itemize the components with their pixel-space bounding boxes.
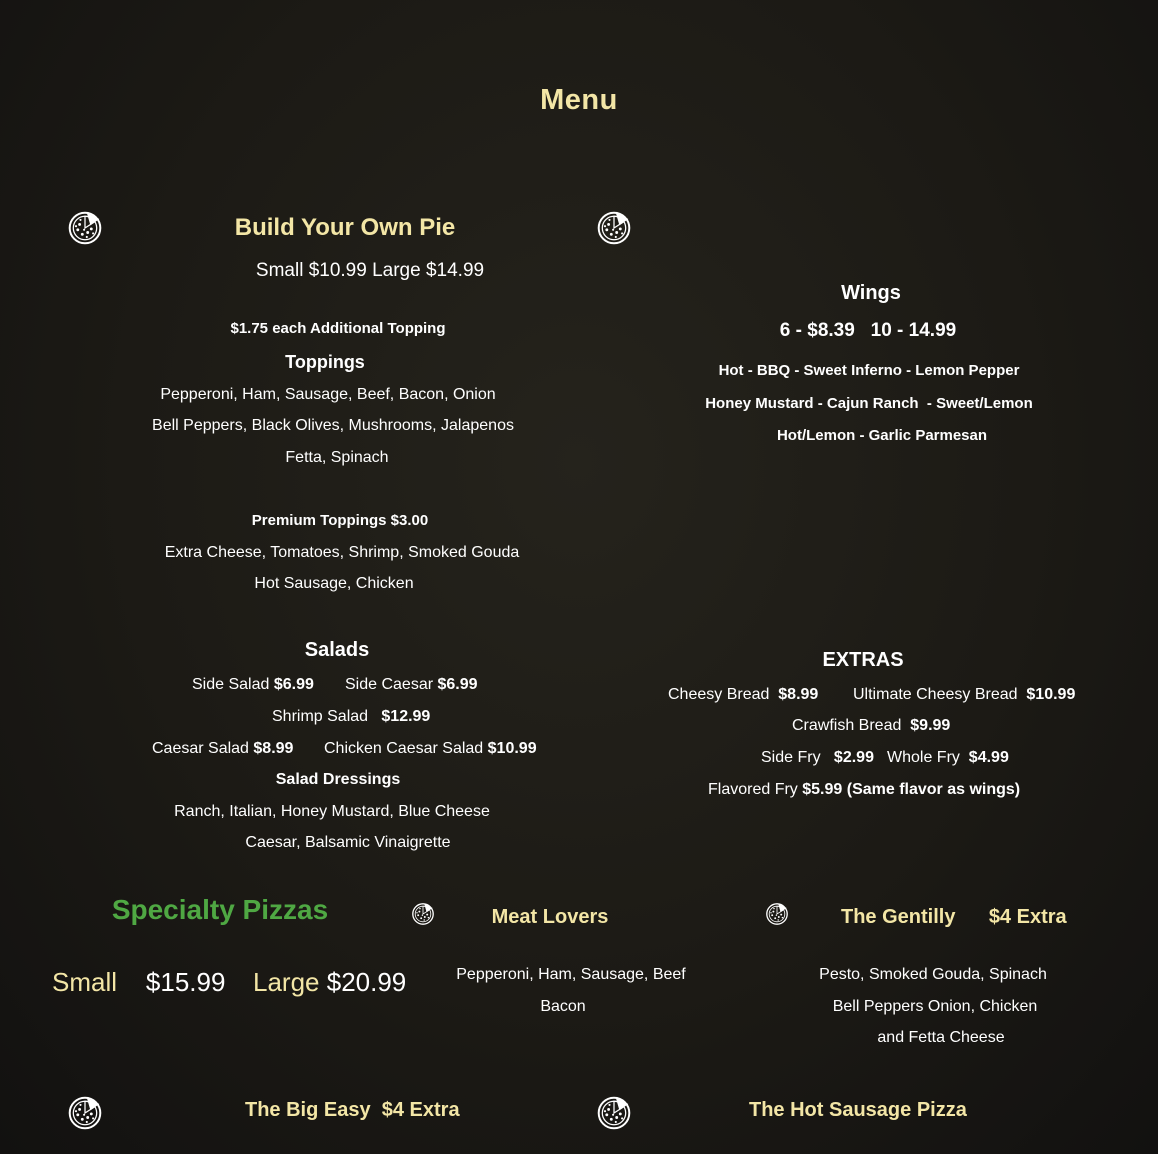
big-easy-name: The Big Easy	[245, 1099, 371, 1121]
ultimate-cheesy-item	[853, 686, 1075, 704]
whole-fry-price: $4.99	[968, 749, 1009, 766]
side-caesar-label: Side Caesar	[345, 676, 434, 693]
meat-lovers-title: Meat Lovers	[491, 906, 609, 928]
chicken-caesar-price: $10.99	[487, 740, 537, 757]
shrimp-salad-price: $12.99	[381, 708, 431, 725]
gentilly-name: The Gentilly	[841, 906, 956, 928]
whole-fry-item	[887, 749, 1009, 767]
caesar-salad-label: Caesar Salad	[152, 740, 249, 757]
premium-toppings-line: Hot Sausage, Chicken	[254, 575, 414, 592]
toppings-line: Bell Peppers, Black Olives, Mushrooms, Jalapenos	[152, 417, 514, 434]
gentilly-line: Bell Peppers Onion, Chicken	[832, 998, 1038, 1015]
gentilly-line: and Fetta Cheese	[877, 1029, 1005, 1046]
meat-lovers-line: Pepperoni, Ham, Sausage, Beef	[456, 966, 686, 983]
flavored-fry-price: $5.99 (Same flavor as wings)	[802, 781, 1021, 798]
specialty-pizzas-title: Specialty Pizzas	[111, 894, 329, 925]
big-easy-title	[245, 1099, 460, 1122]
salads-title: Salads	[304, 639, 370, 661]
build-your-own-prices: Small $10.99 Large $14.99	[255, 260, 485, 281]
salad-dressings-line: Ranch, Italian, Honey Mustard, Blue Cheese	[174, 803, 490, 820]
small-price: $15.99	[145, 967, 226, 997]
small-label: Small	[52, 967, 118, 997]
gentilly-title	[841, 906, 1067, 929]
specialty-small-price	[52, 967, 225, 998]
crawfish-bread-item	[792, 717, 950, 735]
premium-toppings-heading: Premium Toppings $3.00	[251, 512, 429, 529]
crawfish-bread-label: Crawfish Bread	[792, 717, 902, 734]
side-salad-price: $6.99	[273, 676, 314, 693]
ultimate-cheesy-label: Ultimate Cheesy Bread	[853, 686, 1018, 703]
side-fry-price: $2.99	[833, 749, 874, 766]
gentilly-line: Pesto, Smoked Gouda, Spinach	[819, 966, 1047, 983]
whole-fry-label: Whole Fry	[887, 749, 960, 766]
large-price: $20.99	[326, 967, 407, 997]
large-label: Large	[253, 967, 320, 997]
specialty-large-price	[253, 967, 406, 998]
pizza-icon	[765, 902, 789, 926]
wings-flavors-line: Hot/Lemon - Garlic Parmesan	[776, 427, 988, 444]
caesar-salad-price: $8.99	[253, 740, 294, 757]
chicken-caesar-item	[324, 740, 537, 758]
salad-dressings-heading: Salad Dressings	[275, 771, 401, 788]
wings-prices: 6 - $8.39 10 - 14.99	[779, 320, 957, 341]
premium-toppings-line: Extra Cheese, Tomatoes, Shrimp, Smoked Gouda	[164, 544, 520, 561]
side-salad-item	[192, 676, 314, 694]
wings-flavors-line: Hot - BBQ - Sweet Inferno - Lemon Pepper	[718, 362, 1020, 379]
hot-sausage-title: The Hot Sausage Pizza	[749, 1099, 967, 1121]
side-fry-label: Side Fry	[761, 749, 821, 766]
page-title: Menu	[540, 84, 618, 116]
pizza-icon	[67, 1095, 103, 1131]
cheesy-bread-label: Cheesy Bread	[668, 686, 770, 703]
extras-title: EXTRAS	[822, 649, 904, 671]
toppings-line: Fetta, Spinach	[285, 449, 389, 466]
salad-dressings-line: Caesar, Balsamic Vinaigrette	[245, 834, 451, 851]
pizza-icon	[67, 210, 103, 246]
meat-lovers-line: Bacon	[540, 998, 586, 1015]
pizza-icon	[596, 1095, 632, 1131]
wings-flavors-line: Honey Mustard - Cajun Ranch - Sweet/Lemon	[705, 395, 1033, 412]
side-caesar-price: $6.99	[437, 676, 478, 693]
cheesy-bread-item	[668, 686, 818, 704]
build-your-own-title: Build Your Own Pie	[234, 214, 456, 241]
chicken-caesar-label: Chicken Caesar Salad	[324, 740, 484, 757]
wings-title: Wings	[841, 282, 901, 304]
caesar-salad-item	[152, 740, 293, 758]
side-caesar-item	[345, 676, 478, 694]
side-salad-label: Side Salad	[192, 676, 270, 693]
side-fry-item	[761, 749, 874, 767]
cheesy-bread-price: $8.99	[778, 686, 819, 703]
flavored-fry-label: Flavored Fry	[708, 781, 798, 798]
ultimate-cheesy-price: $10.99	[1026, 686, 1076, 703]
additional-topping-price: $1.75 each Additional Topping	[230, 320, 446, 337]
toppings-line: Pepperoni, Ham, Sausage, Beef, Bacon, Onion	[160, 386, 496, 403]
gentilly-extra: $4 Extra	[988, 906, 1067, 928]
big-easy-extra: $4 Extra	[381, 1099, 460, 1121]
pizza-icon	[411, 902, 435, 926]
shrimp-salad-item	[272, 708, 430, 726]
shrimp-salad-label: Shrimp Salad	[272, 708, 369, 725]
pizza-icon	[596, 210, 632, 246]
flavored-fry-item	[708, 781, 1020, 799]
crawfish-bread-price: $9.99	[910, 717, 951, 734]
toppings-heading: Toppings	[285, 352, 365, 372]
